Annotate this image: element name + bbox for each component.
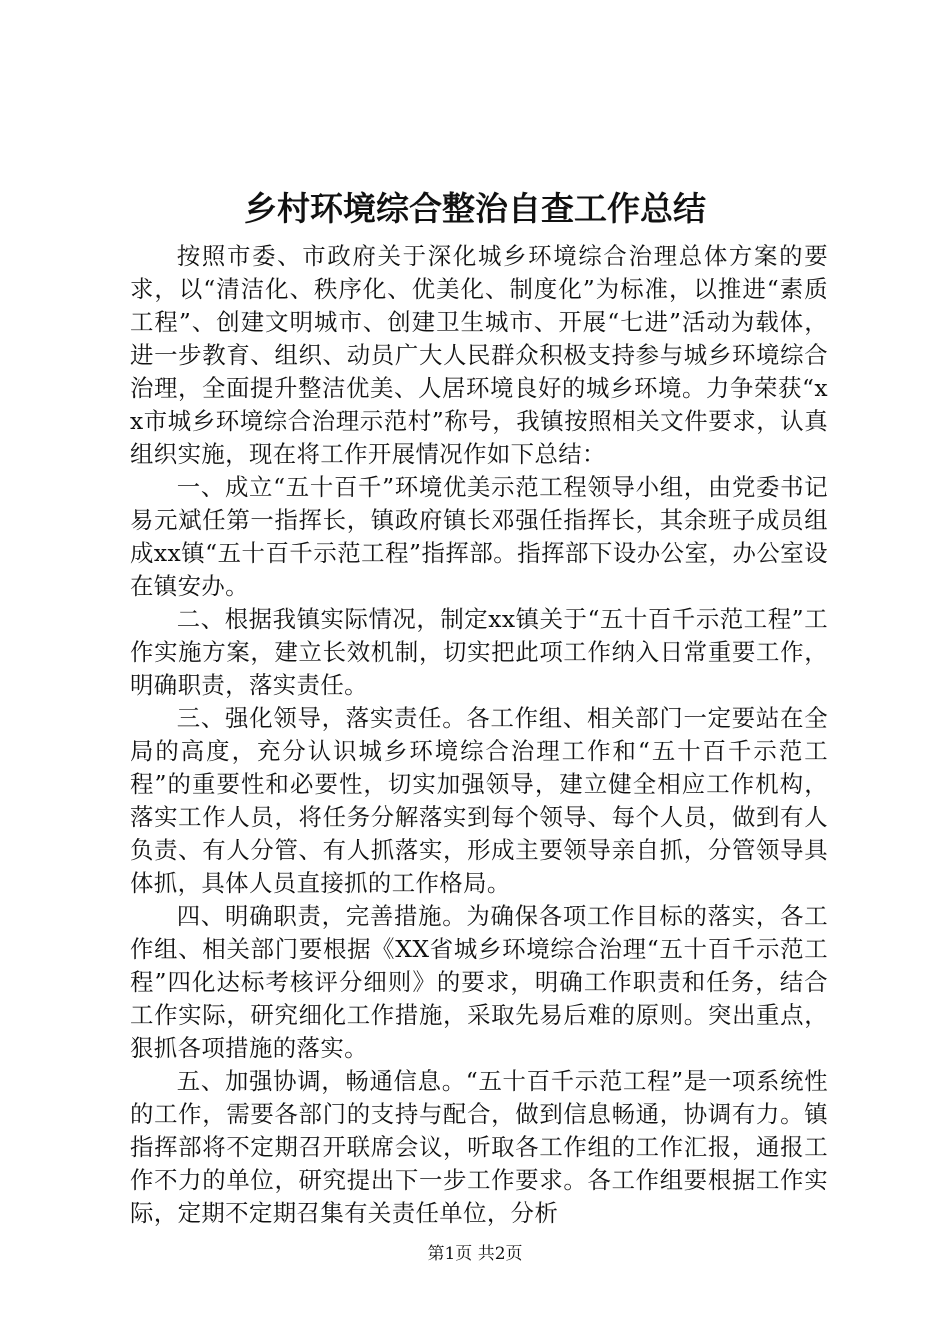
paragraph-intro: 按照市委、市政府关于深化城乡环境综合治理总体方案的要求，以“清洁化、秩序化、优美化、制度化”为标准，以推进“素质工程”、创建文明城市、创建卫生城市、开展“七进”活动为载体，进一步教育、组织、动员广大人民群众积极支持参与城乡环境综合治理，全面提升整洁优美、人居环境良好的城乡环境。力争荣获“xx市城乡环境综合治理示范村”称号，我镇按照相关文件要求，认真组织实施，现在将工作开展情况作如下总结： [130,242,828,468]
paragraph-section-5: 五、加强协调，畅通信息。“五十百千示范工程”是一项系统性的工作，需要各部门的支持与配合，做到信息畅通，协调有力。镇指挥部将不定期召开联席会议，听取各工作组的工作汇报，通报工作不力的单位，研究提出下一步工作要求。各工作组要根据工作实际，定期不定期召集有关责任单位，分析 [130,1067,828,1227]
paragraph-section-2: 二、根据我镇实际情况，制定xx镇关于“五十百千示范工程”工作实施方案，建立长效机制，切实把此项工作纳入日常重要工作，明确职责，落实责任。 [130,605,828,699]
document-title: 乡村环境综合整治自查工作总结 [244,189,706,228]
paragraph-section-4: 四、明确职责，完善措施。为确保各项工作目标的落实，各工作组、相关部门要根据《XX省城乡环境综合治理“五十百千示范工程”四化达标考核评分细则》的要求，明确工作职责和任务，结合工作实际，研究细化工作措施，采取先易后难的原则。突出重点，狠抓各项措施的落实。 [130,902,828,1062]
paragraph-section-3: 三、强化领导，落实责任。各工作组、相关部门一定要站在全局的高度，充分认识城乡环境综合治理工作和“五十百千示范工程”的重要性和必要性，切实加强领导，建立健全相应工作机构，落实工作人员，将任务分解落实到每个领导、每个人员，做到有人负责、有人分管、有人抓落实，形成主要领导亲自抓，分管领导具体抓，具体人员直接抓的工作格局。 [130,704,828,897]
page-number-footer: 第1页 共2页 [427,1244,523,1264]
paragraph-section-1: 一、成立“五十百千”环境优美示范工程领导小组，由党委书记易元斌任第一指挥长，镇政府镇长邓强任指挥长，其余班子成员组成xx镇“五十百千示范工程”指挥部。指挥部下设办公室，办公室设在镇安办。 [130,473,828,600]
document-body [130,240,828,1230]
